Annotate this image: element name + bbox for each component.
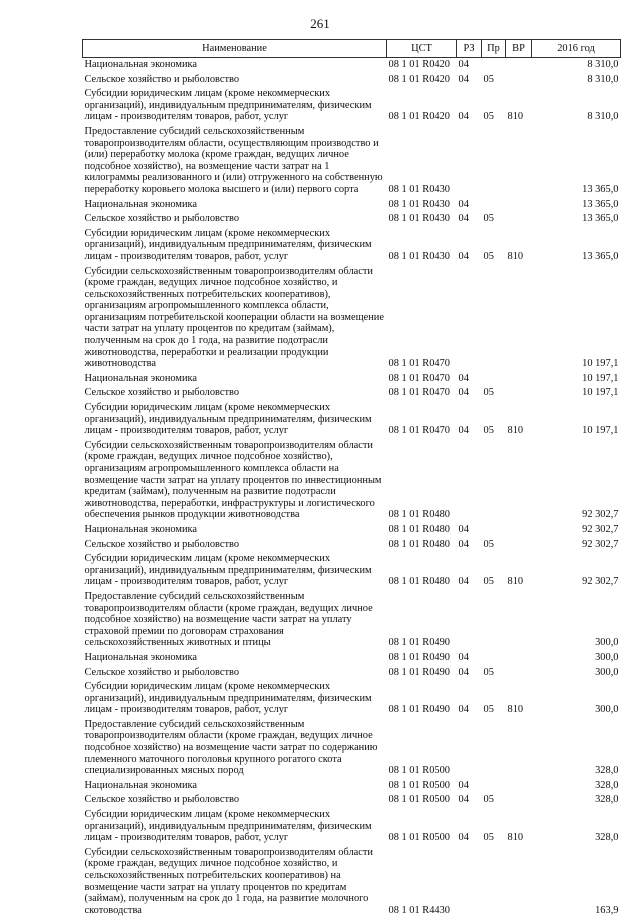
cell-rz: 04 bbox=[457, 58, 482, 73]
cell-pr: 05 bbox=[482, 666, 506, 681]
table-row bbox=[83, 666, 621, 681]
cell-pr bbox=[482, 718, 506, 779]
cell-vr bbox=[506, 651, 532, 666]
cell-cst: 08 1 01 R0420 bbox=[387, 73, 457, 88]
cell-name: Сельское хозяйство и рыболовство bbox=[83, 666, 387, 681]
cell-amount: 328,0 bbox=[532, 779, 621, 794]
cell-vr bbox=[506, 666, 532, 681]
cell-amount: 300,0 bbox=[532, 666, 621, 681]
cell-vr: 810 bbox=[506, 87, 532, 125]
cell-rz bbox=[457, 439, 482, 523]
cell-rz: 04 bbox=[457, 212, 482, 227]
cell-pr bbox=[482, 523, 506, 538]
cell-rz: 04 bbox=[457, 227, 482, 265]
cell-vr: 810 bbox=[506, 808, 532, 846]
table-row bbox=[83, 523, 621, 538]
cell-vr: 810 bbox=[506, 680, 532, 718]
table-row bbox=[83, 386, 621, 401]
table-row bbox=[83, 846, 621, 918]
cell-vr bbox=[506, 439, 532, 523]
table-row bbox=[83, 198, 621, 213]
cell-cst: 08 1 01 R0470 bbox=[387, 386, 457, 401]
cell-cst: 08 1 01 R0490 bbox=[387, 666, 457, 681]
cell-name: Сельское хозяйство и рыболовство bbox=[83, 386, 387, 401]
cell-amount: 10 197,1 bbox=[532, 265, 621, 372]
cell-pr: 05 bbox=[482, 538, 506, 553]
header-rz: РЗ bbox=[457, 40, 482, 58]
cell-amount: 328,0 bbox=[532, 718, 621, 779]
cell-rz: 04 bbox=[457, 523, 482, 538]
cell-rz: 04 bbox=[457, 779, 482, 794]
header-pr: Пр bbox=[482, 40, 506, 58]
cell-name: Предоставление субсидий сельскохозяйственным товаропроизводителям области, осуществляющим производство и (или) переработку молока (кроме граждан, ведущих личное подсобное хозяйство), на возмещение части затрат на 1 килограммы реализованного и (или) отгруженного на собственную переработку коровьего молока высшего и (или) первого сорта bbox=[83, 125, 387, 198]
table-row bbox=[83, 227, 621, 265]
cell-rz: 04 bbox=[457, 87, 482, 125]
cell-rz: 04 bbox=[457, 680, 482, 718]
cell-name: Субсидии юридическим лицам (кроме некоммерческих организаций), индивидуальным предпринимателям, физическим лицам - производителям товаров, работ, услуг bbox=[83, 680, 387, 718]
cell-pr: 05 bbox=[482, 793, 506, 808]
cell-amount: 92 302,7 bbox=[532, 439, 621, 523]
cell-name: Субсидии сельскохозяйственным товаропроизводителям области (кроме граждан, ведущих личное подсобное хозяйство, и сельскохозяйственных потребительских кооперативов) на возмещение части затрат на уплату процентов по кредитам (займам), полученным на срок до 1 года, на развитие молочного скотоводства bbox=[83, 846, 387, 918]
table-row bbox=[83, 590, 621, 651]
table-row bbox=[83, 372, 621, 387]
cell-name: Национальная экономика bbox=[83, 372, 387, 387]
cell-pr: 05 bbox=[482, 401, 506, 439]
cell-cst: 08 1 01 R0470 bbox=[387, 401, 457, 439]
cell-rz bbox=[457, 590, 482, 651]
cell-amount: 300,0 bbox=[532, 651, 621, 666]
cell-amount: 8 310,0 bbox=[532, 73, 621, 88]
cell-pr bbox=[482, 198, 506, 213]
cell-pr bbox=[482, 372, 506, 387]
cell-pr: 05 bbox=[482, 386, 506, 401]
table-row bbox=[83, 265, 621, 372]
header-name: Наименование bbox=[83, 40, 387, 58]
cell-cst: 08 1 01 R0430 bbox=[387, 212, 457, 227]
cell-pr bbox=[482, 590, 506, 651]
cell-vr bbox=[506, 779, 532, 794]
cell-vr bbox=[506, 58, 532, 73]
cell-cst: 08 1 01 R0500 bbox=[387, 808, 457, 846]
cell-pr bbox=[482, 846, 506, 918]
cell-amount: 328,0 bbox=[532, 808, 621, 846]
cell-name: Предоставление субсидий сельскохозяйственным товаропроизводителям области (кроме граждан, ведущих личное подсобное хозяйство) на возмещение части затрат по содержанию племенного маточного поголовья крупного рогатого скота специализированных мясных пород bbox=[83, 718, 387, 779]
cell-rz: 04 bbox=[457, 666, 482, 681]
cell-cst: 08 1 01 R0430 bbox=[387, 198, 457, 213]
cell-cst: 08 1 01 R0420 bbox=[387, 58, 457, 73]
cell-amount: 13 365,0 bbox=[532, 227, 621, 265]
cell-cst: 08 1 01 R0430 bbox=[387, 227, 457, 265]
table-header bbox=[83, 40, 621, 58]
cell-cst: 08 1 01 R0470 bbox=[387, 372, 457, 387]
cell-name: Субсидии юридическим лицам (кроме некоммерческих организаций), индивидуальным предпринимателям, физическим лицам - производителям товаров, работ, услуг bbox=[83, 227, 387, 265]
cell-rz bbox=[457, 125, 482, 198]
cell-name: Субсидии юридическим лицам (кроме некоммерческих организаций), индивидуальным предпринимателям, физическим лицам - производителям товаров, работ, услуг bbox=[83, 87, 387, 125]
table-row bbox=[83, 125, 621, 198]
cell-amount: 92 302,7 bbox=[532, 552, 621, 590]
cell-vr bbox=[506, 718, 532, 779]
cell-amount: 13 365,0 bbox=[532, 212, 621, 227]
cell-vr bbox=[506, 538, 532, 553]
table-row bbox=[83, 793, 621, 808]
cell-pr bbox=[482, 125, 506, 198]
cell-cst: 08 1 01 R0480 bbox=[387, 523, 457, 538]
cell-name: Сельское хозяйство и рыболовство bbox=[83, 212, 387, 227]
cell-amount: 8 310,0 bbox=[532, 87, 621, 125]
cell-vr bbox=[506, 372, 532, 387]
cell-pr: 05 bbox=[482, 552, 506, 590]
cell-amount: 10 197,1 bbox=[532, 372, 621, 387]
cell-vr bbox=[506, 523, 532, 538]
cell-rz bbox=[457, 718, 482, 779]
header-cst: ЦСТ bbox=[387, 40, 457, 58]
cell-name: Субсидии юридическим лицам (кроме некоммерческих организаций), индивидуальным предпринимателям, физическим лицам - производителям товаров, работ, услуг bbox=[83, 552, 387, 590]
cell-amount: 8 310,0 bbox=[532, 58, 621, 73]
cell-amount: 10 197,1 bbox=[532, 386, 621, 401]
table-row bbox=[83, 680, 621, 718]
cell-cst: 08 1 01 R0500 bbox=[387, 779, 457, 794]
header-year: 2016 год bbox=[532, 40, 621, 58]
cell-vr bbox=[506, 265, 532, 372]
cell-pr bbox=[482, 439, 506, 523]
cell-name: Сельское хозяйство и рыболовство bbox=[83, 73, 387, 88]
cell-name: Сельское хозяйство и рыболовство bbox=[83, 793, 387, 808]
table-row bbox=[83, 779, 621, 794]
cell-amount: 300,0 bbox=[532, 590, 621, 651]
cell-name: Субсидии юридическим лицам (кроме некоммерческих организаций), индивидуальным предпринимателям, физическим лицам - производителям товаров, работ, услуг bbox=[83, 808, 387, 846]
cell-rz bbox=[457, 846, 482, 918]
cell-rz: 04 bbox=[457, 793, 482, 808]
table-row bbox=[83, 73, 621, 88]
cell-rz: 04 bbox=[457, 73, 482, 88]
cell-cst: 08 1 01 R0480 bbox=[387, 538, 457, 553]
cell-vr bbox=[506, 386, 532, 401]
cell-name: Национальная экономика bbox=[83, 651, 387, 666]
table-row bbox=[83, 212, 621, 227]
cell-name: Субсидии сельскохозяйственным товаропроизводителям области (кроме граждан, ведущих личное подсобное хозяйство), организациям агропромышленного комплекса области на возмещение части затрат на уплату процентов по инвестиционным кредитам (займам), полученным на развитие подотрасли животноводства, переработки, инфраструктуры и логистического обеспечения рынков продукции животноводства bbox=[83, 439, 387, 523]
cell-cst: 08 1 01 R0470 bbox=[387, 265, 457, 372]
cell-name: Национальная экономика bbox=[83, 779, 387, 794]
table-row bbox=[83, 87, 621, 125]
cell-vr bbox=[506, 198, 532, 213]
cell-rz: 04 bbox=[457, 372, 482, 387]
cell-cst: 08 1 01 R4430 bbox=[387, 846, 457, 918]
table-row bbox=[83, 439, 621, 523]
cell-cst: 08 1 01 R0490 bbox=[387, 680, 457, 718]
cell-pr bbox=[482, 265, 506, 372]
cell-cst: 08 1 01 R0490 bbox=[387, 590, 457, 651]
cell-cst: 08 1 01 R0480 bbox=[387, 439, 457, 523]
cell-cst: 08 1 01 R0420 bbox=[387, 87, 457, 125]
cell-rz: 04 bbox=[457, 401, 482, 439]
cell-cst: 08 1 01 R0430 bbox=[387, 125, 457, 198]
cell-amount: 13 365,0 bbox=[532, 198, 621, 213]
table-row bbox=[83, 401, 621, 439]
table-row bbox=[83, 651, 621, 666]
table-body bbox=[83, 58, 621, 918]
cell-cst: 08 1 01 R0480 bbox=[387, 552, 457, 590]
cell-amount: 92 302,7 bbox=[532, 538, 621, 553]
table-row bbox=[83, 538, 621, 553]
cell-cst: 08 1 01 R0490 bbox=[387, 651, 457, 666]
cell-cst: 08 1 01 R0500 bbox=[387, 793, 457, 808]
cell-vr bbox=[506, 73, 532, 88]
cell-name: Национальная экономика bbox=[83, 58, 387, 73]
cell-rz: 04 bbox=[457, 552, 482, 590]
cell-vr bbox=[506, 590, 532, 651]
cell-vr: 810 bbox=[506, 401, 532, 439]
cell-pr: 05 bbox=[482, 680, 506, 718]
cell-amount: 163,9 bbox=[532, 846, 621, 918]
cell-vr: 810 bbox=[506, 227, 532, 265]
cell-amount: 13 365,0 bbox=[532, 125, 621, 198]
table-row bbox=[83, 552, 621, 590]
table-row bbox=[83, 808, 621, 846]
cell-vr bbox=[506, 212, 532, 227]
cell-cst: 08 1 01 R0500 bbox=[387, 718, 457, 779]
budget-table bbox=[82, 39, 621, 918]
cell-amount: 328,0 bbox=[532, 793, 621, 808]
cell-pr bbox=[482, 779, 506, 794]
cell-rz bbox=[457, 265, 482, 372]
cell-vr: 810 bbox=[506, 552, 532, 590]
cell-rz: 04 bbox=[457, 538, 482, 553]
cell-vr bbox=[506, 125, 532, 198]
cell-amount: 300,0 bbox=[532, 680, 621, 718]
header-vr: ВР bbox=[506, 40, 532, 58]
cell-pr: 05 bbox=[482, 227, 506, 265]
cell-rz: 04 bbox=[457, 651, 482, 666]
page-number: 261 bbox=[0, 16, 640, 32]
cell-name: Субсидии сельскохозяйственным товаропроизводителям области (кроме граждан, ведущих личное подсобное хозяйство, и сельскохозяйственных потребительских кооперативов), организациям агропромышленного комплекса области, организациям потребительской кооперации области на возмещение части затрат на уплату процентов по кредитам (займам), полученным на срок до 1 года, на развитие подотрасли животноводства, переработки и реализации продукции животноводства bbox=[83, 265, 387, 372]
cell-rz: 04 bbox=[457, 808, 482, 846]
cell-name: Сельское хозяйство и рыболовство bbox=[83, 538, 387, 553]
cell-pr: 05 bbox=[482, 73, 506, 88]
table-row bbox=[83, 718, 621, 779]
cell-amount: 92 302,7 bbox=[532, 523, 621, 538]
cell-rz: 04 bbox=[457, 198, 482, 213]
cell-vr bbox=[506, 793, 532, 808]
cell-pr bbox=[482, 58, 506, 73]
table-row bbox=[83, 58, 621, 73]
cell-name: Национальная экономика bbox=[83, 523, 387, 538]
cell-name: Субсидии юридическим лицам (кроме некоммерческих организаций), индивидуальным предпринимателям, физическим лицам - производителям товаров, работ, услуг bbox=[83, 401, 387, 439]
header-row bbox=[83, 40, 621, 58]
cell-rz: 04 bbox=[457, 386, 482, 401]
cell-pr bbox=[482, 651, 506, 666]
cell-name: Предоставление субсидий сельскохозяйственным товаропроизводителям области (кроме граждан, ведущих личное подсобное хозяйство) на возмещение части затрат на уплату страховой премии по договорам страхования сельскохозяйственных животных и птицы bbox=[83, 590, 387, 651]
cell-pr: 05 bbox=[482, 87, 506, 125]
cell-name: Национальная экономика bbox=[83, 198, 387, 213]
cell-pr: 05 bbox=[482, 808, 506, 846]
cell-pr: 05 bbox=[482, 212, 506, 227]
cell-vr bbox=[506, 846, 532, 918]
cell-amount: 10 197,1 bbox=[532, 401, 621, 439]
